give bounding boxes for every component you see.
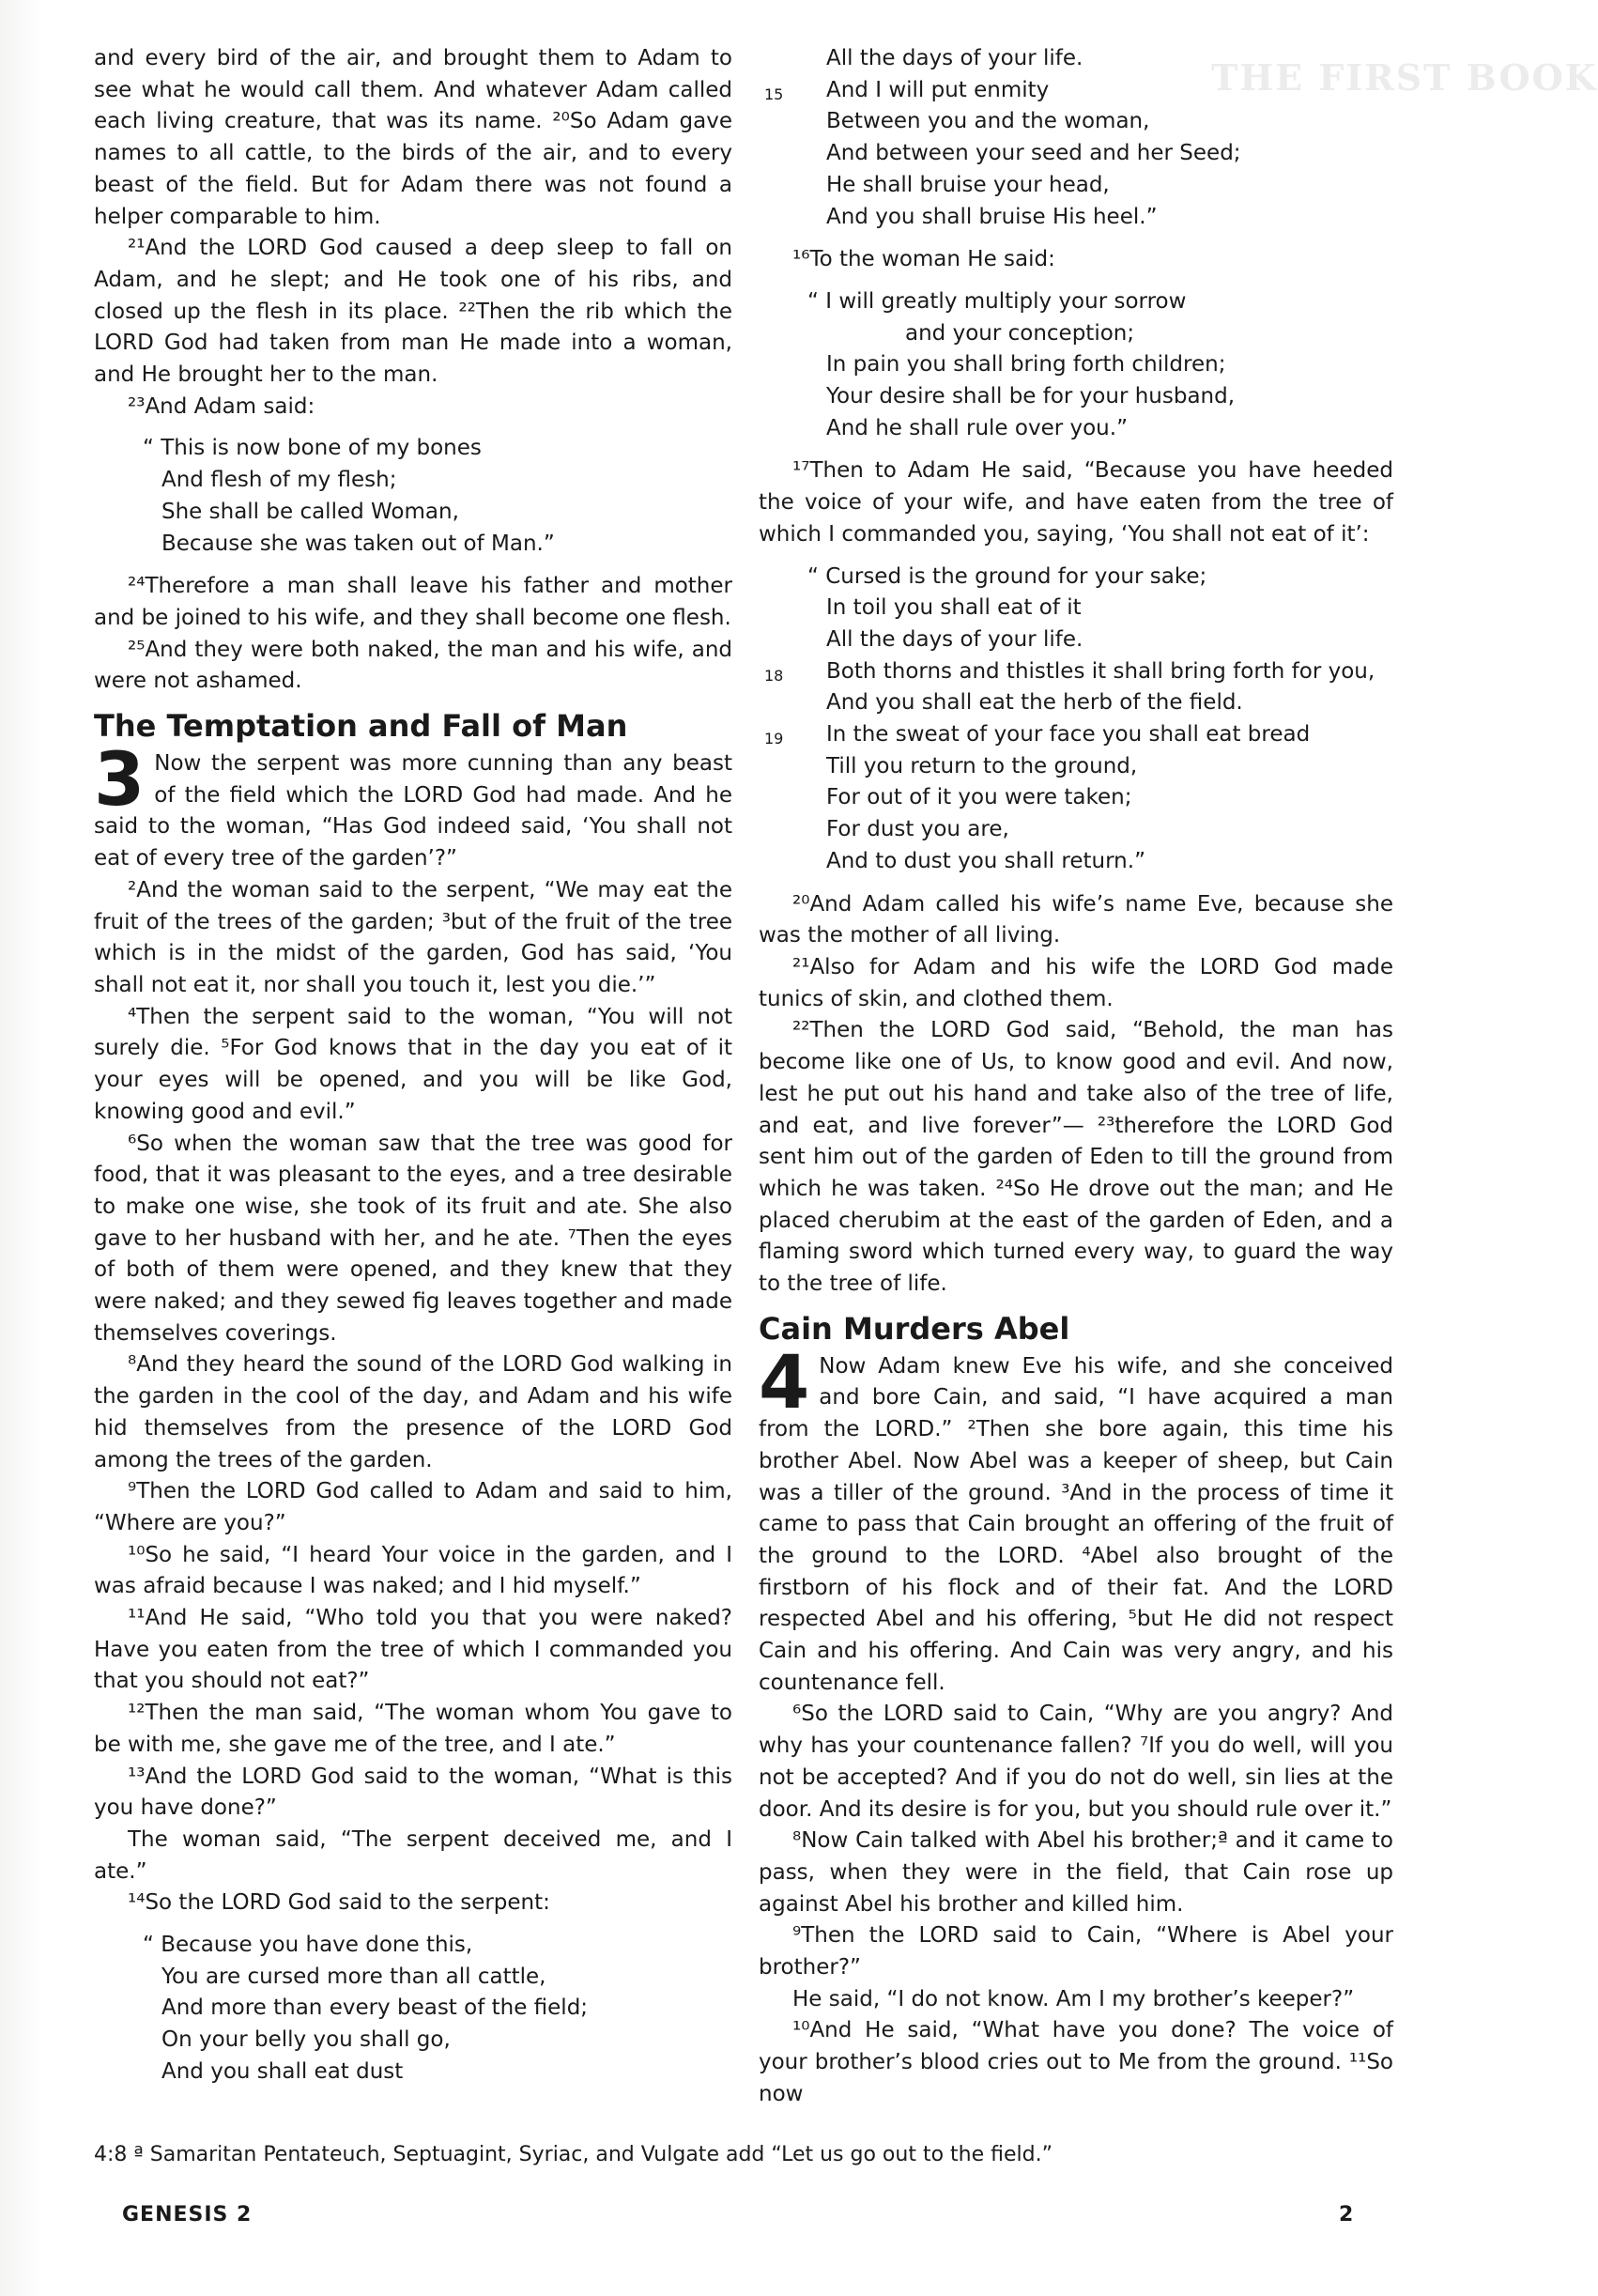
poetry-line: He shall bruise your head, [826,172,1110,197]
poetry-line: You are cursed more than all cattle, [161,1964,546,1989]
poetry-text: In the sweat of your face you shall eat bread [826,722,1311,747]
verse-paragraph: ²⁵And they were both naked, the man and his wife, and were not ashamed. [94,637,732,694]
verse-paragraph: ⁴Then the serpent said to the woman, “You will not surely die. ⁵For God knows that in the day you eat of it your eyes will be opened, and you will be like God, knowing good and evil.” [94,1004,732,1124]
section-heading: The Temptation and Fall of Man [94,708,628,745]
poetry-block [94,433,732,560]
verse-paragraph: ¹⁷Then to Adam He said, “Because you have heeded the voice of your wife, and have eaten from the tree of which I commanded you, saying, ‘You shall not eat of it’: [759,458,1393,547]
verse-number: 15 [764,85,784,103]
poetry-line: She shall be called Woman, [161,499,459,524]
poetry-line: and your conception; [905,320,1135,346]
poetry-line: Till you return to the ground, [826,753,1138,778]
poetry-line: And between your seed and her Seed; [826,141,1241,166]
poetry-line: And to dust you shall return.” [826,848,1145,873]
verse-paragraph: ⁸Now Cain talked with Abel his brother;ª and it came to pass, when they were in the field, that Cain rose up against Abel his brother and killed him. [759,1828,1393,1917]
verse-paragraph: ¹⁰And He said, “What have you done? The voice of your brother’s blood cries out to Me from the ground. ¹¹So now [759,2018,1393,2106]
page-number: 2 [1339,2203,1354,2227]
right-column [759,43,1393,2111]
poetry-block [759,43,1393,233]
verse-paragraph: ²³And Adam said: [128,393,315,419]
verse-paragraph: ²⁴Therefore a man shall leave his father and mother and be joined to his wife, and they shall become one flesh. [94,574,732,630]
verse-paragraph: ¹²Then the man said, “The woman whom You gave to be with me, she gave me of the tree, and I ate.” [94,1701,732,1757]
footnote: 4:8 ª Samaritan Pentateuch, Septuagint, Syriac, and Vulgate add “Let us go out to the field.” [94,2143,1053,2166]
poetry-line: For dust you are, [826,817,1009,842]
poetry-line: In pain you shall bring forth children; [826,352,1226,378]
show-through-title: THE FIRST BOOK [1211,56,1598,99]
poetry-line: “ I will greatly multiply your sorrow [807,288,1187,314]
poetry-line: “ Because you have done this, [143,1933,473,1958]
poetry-line [759,719,1393,751]
verse-paragraph: ⁹Then the LORD God called to Adam and said to him, “Where are you?” [94,1479,732,1535]
verse-paragraph: ¹⁰So he said, “I heard Your voice in the garden, and I was afraid because I was naked; and I hid myself.” [94,1542,732,1599]
verse-paragraph: ⁶So when the woman saw that the tree was good for food, that it was pleasant to the eyes, and a tree desirable to make one wise, she took of its fruit and ate. She also gave to her husband with her, and he ate. ⁷Then the eyes of both of them were opened, and they knew that they were naked; and they sewed fig leaves together and made themselves coverings. [94,1131,732,1346]
poetry-line: All the days of your life. [826,46,1083,70]
verse-paragraph: Now Adam knew Eve his wife, and she conceived and bore Cain, and said, “I have acquired a man from the LORD.” ²Then she bore again, this time his brother Abel. Now Abel was a keeper of sheep, but Cain was a tiller of the ground. ³And in the process of time it came to pass that Cain brought an offering of the fruit of the ground to the LORD. ⁴Abel also brought of the firstborn of his flock and of their fat. And the LORD respected Abel and his offering, ⁵but He did not respect Cain and his offering. And Cain was very angry, and his countenance fell. [759,1353,1393,1695]
poetry-line: Because she was taken out of Man.” [161,531,555,556]
verse-paragraph: Now the serpent was more cunning than any beast of the field which the LORD God had made. And he said to the woman, “Has God indeed said, ‘You shall not eat of every tree of the garden’?” [94,751,732,871]
poetry-line [759,75,1393,107]
verse-paragraph: ⁶So the LORD said to Cain, “Why are you angry? And why has your countenance fallen? ⁷If you do well, will you not be accepted? And if you do not do well, sin lies at the door. And its desire is for you, but you should rule over it.” [759,1702,1393,1822]
poetry-line: On your belly you shall go, [161,2027,451,2053]
verse-paragraph: ¹⁴So the LORD God said to the serpent: [128,1890,550,1916]
chapter-opening [94,738,732,875]
poetry-block [94,1930,732,2088]
verse-paragraph: The woman said, “The serpent deceived me, and I ate.” [94,1826,732,1884]
verse-paragraph: and every bird of the air, and brought them to Adam to see what he would call them. And whatever Adam called each living creature, that was its name. ²⁰So Adam gave names to all cattle, to the birds of the air, and to every beast of the field. But for Adam there was not found a helper comparable to him. [94,46,732,229]
verse-paragraph: He said, “I do not know. Am I my brother’s keeper?” [792,1986,1355,2011]
verse-paragraph: ¹³And the LORD God said to the woman, “What is this you have done?” [94,1764,732,1821]
poetry-line: For out of it you were taken; [826,785,1132,810]
poetry-line: “ This is now bone of my bones [143,436,482,461]
poetry-line [759,656,1393,688]
poetry-line: In toil you shall eat of it [826,595,1082,621]
poetry-line: All the days of your life. [826,626,1083,652]
verse-paragraph: ²²Then the LORD God said, “Behold, the man has become like one of Us, to know good and evil. And now, lest he put out his hand and take also of the tree of life, and eat, and live forever”— ²³therefore the LORD God sent him out of the garden of Eden to till the ground from which he was taken. ²⁴So He drove out the man; and He placed cherubim at the east of the garden of Eden, and a flaming sword which turned every way, to guard the way to the tree of life. [759,1018,1393,1297]
running-footer-book: GENESIS 2 [122,2203,253,2227]
poetry-line: And he shall rule over you.” [826,415,1128,440]
poetry-line: “ Cursed is the ground for your sake; [807,563,1207,589]
poetry-line: Your desire shall be for your husband, [826,384,1236,409]
verse-paragraph: ²⁰And Adam called his wife’s name Eve, because she was the mother of all living. [759,891,1393,948]
verse-paragraph: ⁹Then the LORD said to Cain, “Where is Abel your brother?” [759,1923,1393,1980]
verse-paragraph: ⁸And they heard the sound of the LORD God walking in the garden in the cool of the day, and Adam and his wife hid themselves from the presence of the LORD God among the trees of the garden. [94,1352,732,1472]
verse-paragraph: ²And the woman said to the serpent, “We may eat the fruit of the trees of the garden; ³but of the fruit of the tree which is in the midst of the garden, God has said, ‘You shall not eat it, nor shall you touch it, lest you die.’” [94,877,732,997]
verse-number: 19 [764,730,784,748]
poetry-text: And I will put enmity [826,77,1050,102]
poetry-block [759,286,1393,445]
poetry-line: And you shall bruise His heel.” [826,204,1158,229]
poetry-line: Between you and the woman, [826,109,1150,134]
verse-paragraph: ²¹And the LORD God caused a deep sleep to fall on Adam, and he slept; and He took one of his ribs, and closed up the flesh in its place. ²²Then the rib which the LORD God had taken from man He made into a woman, and He brought her to the man. [94,236,732,388]
verse-paragraph: ¹⁶To the woman He said: [792,247,1055,272]
poetry-line: And you shall eat the herb of the field. [826,690,1243,716]
left-column [94,43,732,2100]
poetry-block [759,562,1393,878]
chapter-number: 4 [759,1340,810,1425]
verse-paragraph: ¹¹And He said, “Who told you that you were naked? Have you eaten from the tree of which I commanded you that you should not eat?” [94,1606,732,1694]
verse-paragraph: ²¹Also for Adam and his wife the LORD God made tunics of skin, and clothed them. [759,954,1393,1011]
poetry-line: And you shall eat dust [161,2058,404,2084]
chapter-opening [759,1340,1393,1700]
poetry-line: And flesh of my flesh; [161,468,397,493]
section-heading: Cain Murders Abel [759,1310,1070,1347]
chapter-number: 3 [94,738,146,824]
verse-number: 18 [764,666,784,685]
poetry-line: And more than every beast of the field; [161,1996,589,2021]
poetry-text: Both thorns and thistles it shall bring forth for you, [826,658,1375,684]
